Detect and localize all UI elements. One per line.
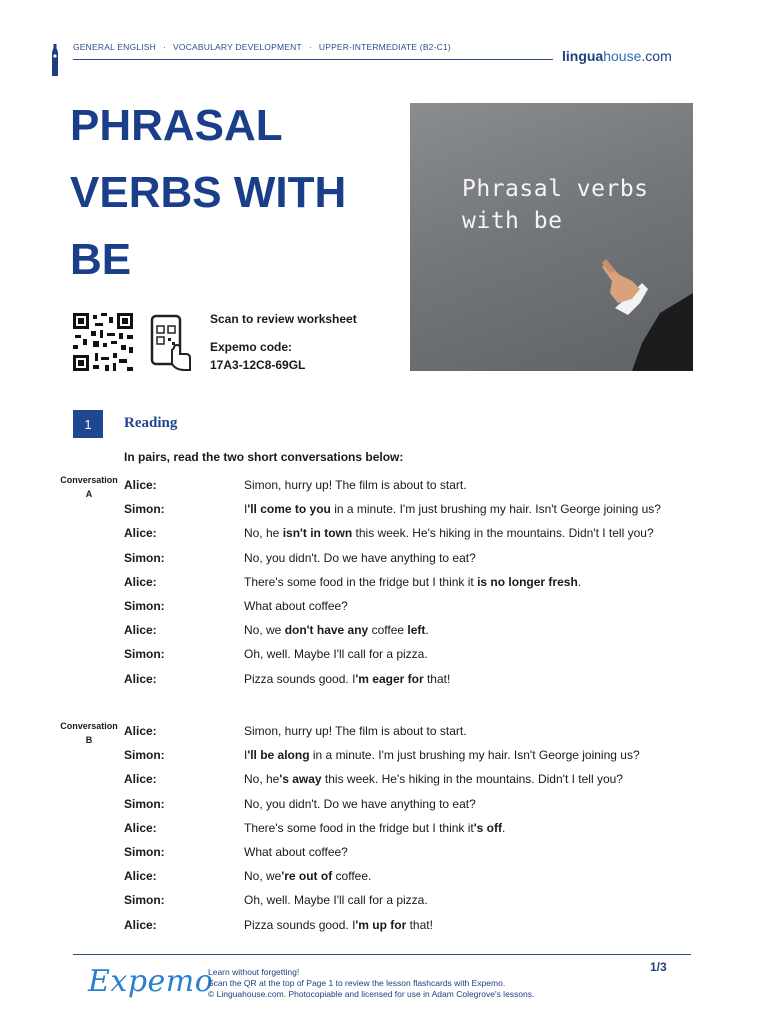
breadcrumb-level-2: VOCABULARY DEVELOPMENT — [173, 42, 302, 52]
big-ben-icon — [50, 44, 60, 76]
dialogue-line — [124, 672, 724, 696]
dialogue-text — [244, 551, 476, 565]
dialogue-fragment: Oh, well. Maybe I'll call for a pizza. — [244, 647, 428, 662]
dialogue-fragment: There's some food in the fridge but I think it — [244, 820, 474, 835]
dialogue-line — [124, 623, 724, 647]
brand-house: house — [603, 48, 642, 64]
breadcrumb-level-3: UPPER-INTERMEDIATE (B2-C1) — [318, 42, 451, 52]
dialogue-line — [124, 724, 724, 748]
brand-lingua: lingua — [562, 48, 604, 64]
dialogue-fragment: this week. He's hiking in the mountains. Didn't I tell you? — [321, 772, 623, 787]
conversation-a-label-word: Conversation — [60, 475, 118, 485]
dialogue-text — [244, 869, 371, 883]
dialogue-line — [124, 845, 724, 869]
expemo-code-value: 17A3-12C8-69GL — [210, 358, 306, 372]
dialogue-line — [124, 772, 724, 796]
speaker-name: Simon: — [124, 598, 165, 613]
speaker-name: Alice: — [124, 478, 157, 492]
speaker-name: Simon: — [124, 893, 165, 908]
dialogue-line — [124, 478, 724, 502]
dialogue-line — [124, 918, 724, 942]
phrasal-verb-highlight: 's away — [279, 772, 322, 787]
speaker-name: Simon: — [124, 748, 165, 763]
section-number: 1 — [73, 410, 103, 438]
dialogue-fragment: . — [501, 820, 506, 835]
chalkboard-line-2: with be — [462, 208, 563, 234]
dialogue-fragment: in a minute. I'm just brushing my hair. Isn't George joining us? — [309, 748, 640, 763]
phrasal-verb-highlight: 'll be along — [247, 748, 310, 763]
speaker-name: Simon: — [124, 844, 165, 859]
dialogue-line — [124, 526, 724, 550]
dialogue-line — [124, 748, 724, 772]
dialogue-fragment: . — [577, 574, 582, 589]
dialogue-text — [244, 772, 623, 786]
brand-tld: .com — [641, 48, 672, 64]
dialogue-text — [244, 893, 428, 907]
conversation-b-label — [58, 719, 120, 747]
header-divider — [73, 59, 553, 60]
dialogue-fragment: No, we — [244, 623, 285, 638]
dialogue-fragment: that! — [406, 917, 433, 932]
dialogue-fragment: No, he — [244, 526, 283, 541]
dialogue-line — [124, 797, 724, 821]
phrasal-verb-highlight: left — [407, 623, 426, 638]
dialogue-text — [244, 502, 661, 516]
dialogue-line — [124, 869, 724, 893]
title-line-3: BE — [70, 235, 132, 284]
phrasal-verb-highlight: 's off — [473, 820, 502, 835]
conversation-a-label-letter: A — [85, 489, 93, 499]
speaker-name: Alice: — [124, 623, 157, 638]
dialogue-line — [124, 821, 724, 845]
dialogue-fragment: There's some food in the fridge but I think it — [244, 574, 478, 589]
dialogue-fragment: I — [244, 502, 248, 517]
dialogue-line — [124, 893, 724, 917]
breadcrumb-level-1: GENERAL ENGLISH — [73, 42, 156, 52]
speaker-name: Alice: — [124, 724, 157, 738]
dialogue-fragment: Simon, hurry up! The film is about to start. — [244, 478, 467, 492]
dialogue-line — [124, 575, 724, 599]
dialogue-fragment: this week. He's hiking in the mountains. Didn't I tell you? — [352, 526, 654, 541]
scan-label: Scan to review worksheet — [210, 312, 357, 326]
dialogue-fragment: Pizza sounds good. I — [244, 917, 356, 932]
dialogue-text — [244, 647, 428, 661]
speaker-name: Simon: — [124, 502, 165, 517]
speaker-name: Simon: — [124, 647, 165, 662]
phrasal-verb-highlight: don't have any — [284, 623, 369, 638]
footer-tagline: Learn without forgetting! — [208, 967, 300, 977]
dialogue-text — [244, 724, 467, 738]
speaker-name: Alice: — [124, 917, 157, 932]
conversation-b-label-letter: B — [85, 735, 93, 745]
dialogue-text — [244, 845, 348, 859]
dialogue-fragment: that! — [423, 671, 451, 686]
breadcrumb — [73, 42, 451, 52]
phrasal-verb-highlight: isn't in town — [282, 526, 353, 541]
phrasal-verb-highlight: 're out of — [281, 869, 333, 884]
conversation-a — [124, 478, 724, 696]
dialogue-fragment: in a minute. I'm just brushing my hair. Isn't George joining us? — [330, 502, 661, 517]
footer-copyright: © Linguahouse.com. Photocopiable and licensed for use in Adam Colegrove's lessons. — [208, 989, 535, 999]
chalkboard-line-1: Phrasal verbs — [462, 176, 649, 202]
dialogue-fragment: No, you didn't. Do we have anything to eat? — [244, 796, 476, 811]
dialogue-fragment: What about coffee? — [244, 844, 348, 859]
dialogue-text — [244, 623, 429, 637]
dialogue-text — [244, 575, 581, 589]
speaker-name: Alice: — [124, 671, 157, 686]
dialogue-text — [244, 599, 348, 613]
pointing-hand-icon — [410, 103, 693, 371]
dialogue-text — [244, 918, 433, 932]
footer-instruction: Scan the QR at the top of Page 1 to review the lesson flashcards with Expemo. — [208, 978, 506, 988]
page-number: 1/3 — [650, 960, 667, 974]
title-line-1: PHRASAL — [70, 101, 283, 150]
linguahouse-logo[interactable] — [562, 48, 672, 64]
page-title — [70, 92, 390, 293]
phone-scan-icon — [150, 314, 192, 372]
dialogue-text — [244, 797, 476, 811]
dialogue-fragment: What about coffee? — [244, 598, 348, 613]
speaker-name: Alice: — [124, 820, 157, 835]
dialogue-text — [244, 478, 467, 492]
dialogue-text — [244, 748, 640, 762]
dialogue-text — [244, 672, 450, 686]
expemo-code-label: Expemo code: — [210, 340, 293, 354]
dialogue-line — [124, 647, 724, 671]
expemo-logo[interactable]: Expemo — [88, 964, 214, 999]
dialogue-fragment: No, we — [244, 869, 282, 884]
section-title: Reading — [124, 415, 178, 431]
speaker-name: Alice: — [124, 574, 157, 589]
dialogue-text — [244, 821, 505, 835]
phrasal-verb-highlight: 'll come to you — [247, 502, 331, 517]
dialogue-fragment: Simon, hurry up! The film is about to start. — [244, 724, 467, 738]
breadcrumb-separator: · — [308, 42, 312, 52]
speaker-name: Alice: — [124, 526, 157, 541]
speaker-name: Alice: — [124, 869, 157, 884]
dialogue-fragment: No, you didn't. Do we have anything to eat? — [244, 550, 476, 565]
dialogue-fragment: coffee — [368, 623, 408, 638]
dialogue-fragment: Oh, well. Maybe I'll call for a pizza. — [244, 893, 428, 908]
dialogue-fragment: Pizza sounds good. I — [244, 671, 356, 686]
dialogue-fragment: . — [425, 623, 429, 638]
dialogue-fragment: I — [244, 748, 248, 763]
speaker-name: Simon: — [124, 796, 165, 811]
conversation-b-label-word: Conversation — [60, 721, 118, 731]
dialogue-fragment: No, he — [244, 772, 280, 787]
conversation-b — [124, 724, 724, 942]
dialogue-line — [124, 599, 724, 623]
dialogue-line — [124, 502, 724, 526]
speaker-name: Alice: — [124, 772, 157, 787]
qr-code-icon[interactable] — [73, 313, 133, 371]
speaker-name: Simon: — [124, 550, 165, 565]
conversation-a-label — [58, 473, 120, 501]
title-line-2: VERBS WITH — [70, 168, 347, 217]
phrasal-verb-highlight: is no longer fresh — [477, 574, 578, 589]
phrasal-verb-highlight: 'm eager for — [355, 671, 424, 686]
instruction: In pairs, read the two short conversations below: — [124, 450, 404, 464]
breadcrumb-separator: · — [163, 42, 167, 52]
footer-divider — [73, 954, 691, 955]
dialogue-line — [124, 551, 724, 575]
cover-image — [410, 103, 693, 371]
phrasal-verb-highlight: 'm up for — [355, 917, 407, 932]
dialogue-text — [244, 526, 654, 540]
dialogue-fragment: coffee. — [332, 869, 372, 884]
